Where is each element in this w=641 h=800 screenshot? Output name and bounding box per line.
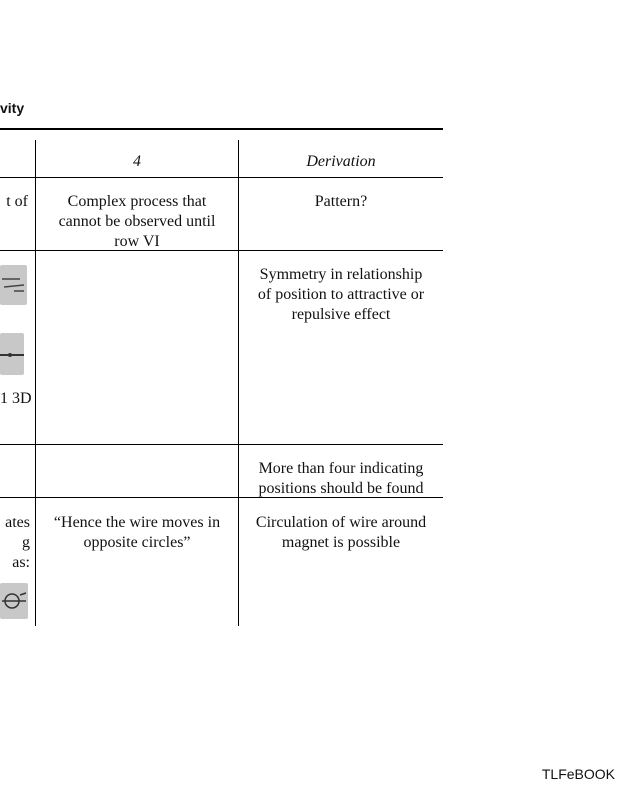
row1-col4-cell (36, 192, 238, 252)
row1-derivation-line: Pattern? (314, 193, 368, 210)
row2-left-line: 1 3D (0, 390, 32, 407)
row4-left-cell (0, 513, 30, 573)
row4-left-line: g (22, 534, 30, 551)
circle-sketch-icon (0, 583, 28, 619)
row4-derivation-line: magnet is possible (281, 534, 401, 551)
row1-left-line: t of (6, 193, 28, 210)
row2-derivation-cell (239, 265, 443, 325)
row4-derivation-line: Circulation of wire around (255, 514, 427, 531)
sketch-icon (0, 265, 27, 305)
column-header-4: 4 (133, 153, 141, 170)
column-divider-right (238, 140, 239, 626)
row1-col4-line: row VI (114, 233, 160, 250)
row4-derivation-cell (239, 513, 443, 553)
row1-col4-line: cannot be observed until (58, 213, 216, 230)
header-rule (0, 177, 443, 178)
diagram-thumbnail-1 (0, 265, 27, 305)
row3-derivation-cell (239, 459, 443, 499)
column-header-derivation: Derivation (306, 153, 376, 170)
row3-derivation-line: positions should be found (258, 480, 424, 497)
wire-sketch-icon (0, 333, 24, 375)
section-heading: vity (0, 100, 25, 116)
row2-derivation-line: repulsive effect (291, 306, 391, 323)
footer-watermark: TLFeBOOK (541, 766, 615, 782)
row-rule-2 (0, 444, 443, 445)
diagram-thumbnail-2 (0, 333, 24, 375)
table-top-rule (0, 128, 443, 130)
row4-col4-line: “Hence the wire moves in (53, 514, 221, 531)
row4-left-line: ates (5, 514, 30, 531)
row2-derivation-line: of position to attractive or (257, 286, 425, 303)
row4-col4-cell (36, 513, 238, 553)
row4-left-line: as: (12, 554, 30, 571)
row1-left-cell (0, 192, 28, 212)
row4-col4-line: opposite circles” (83, 534, 191, 551)
row3-derivation-line: More than four indicating (258, 460, 424, 477)
row1-col4-line: Complex process that (67, 193, 207, 210)
diagram-thumbnail-3 (0, 583, 28, 619)
row2-left-cell (0, 389, 30, 409)
row1-derivation-cell (239, 192, 443, 212)
row2-derivation-line: Symmetry in relationship (259, 266, 423, 283)
